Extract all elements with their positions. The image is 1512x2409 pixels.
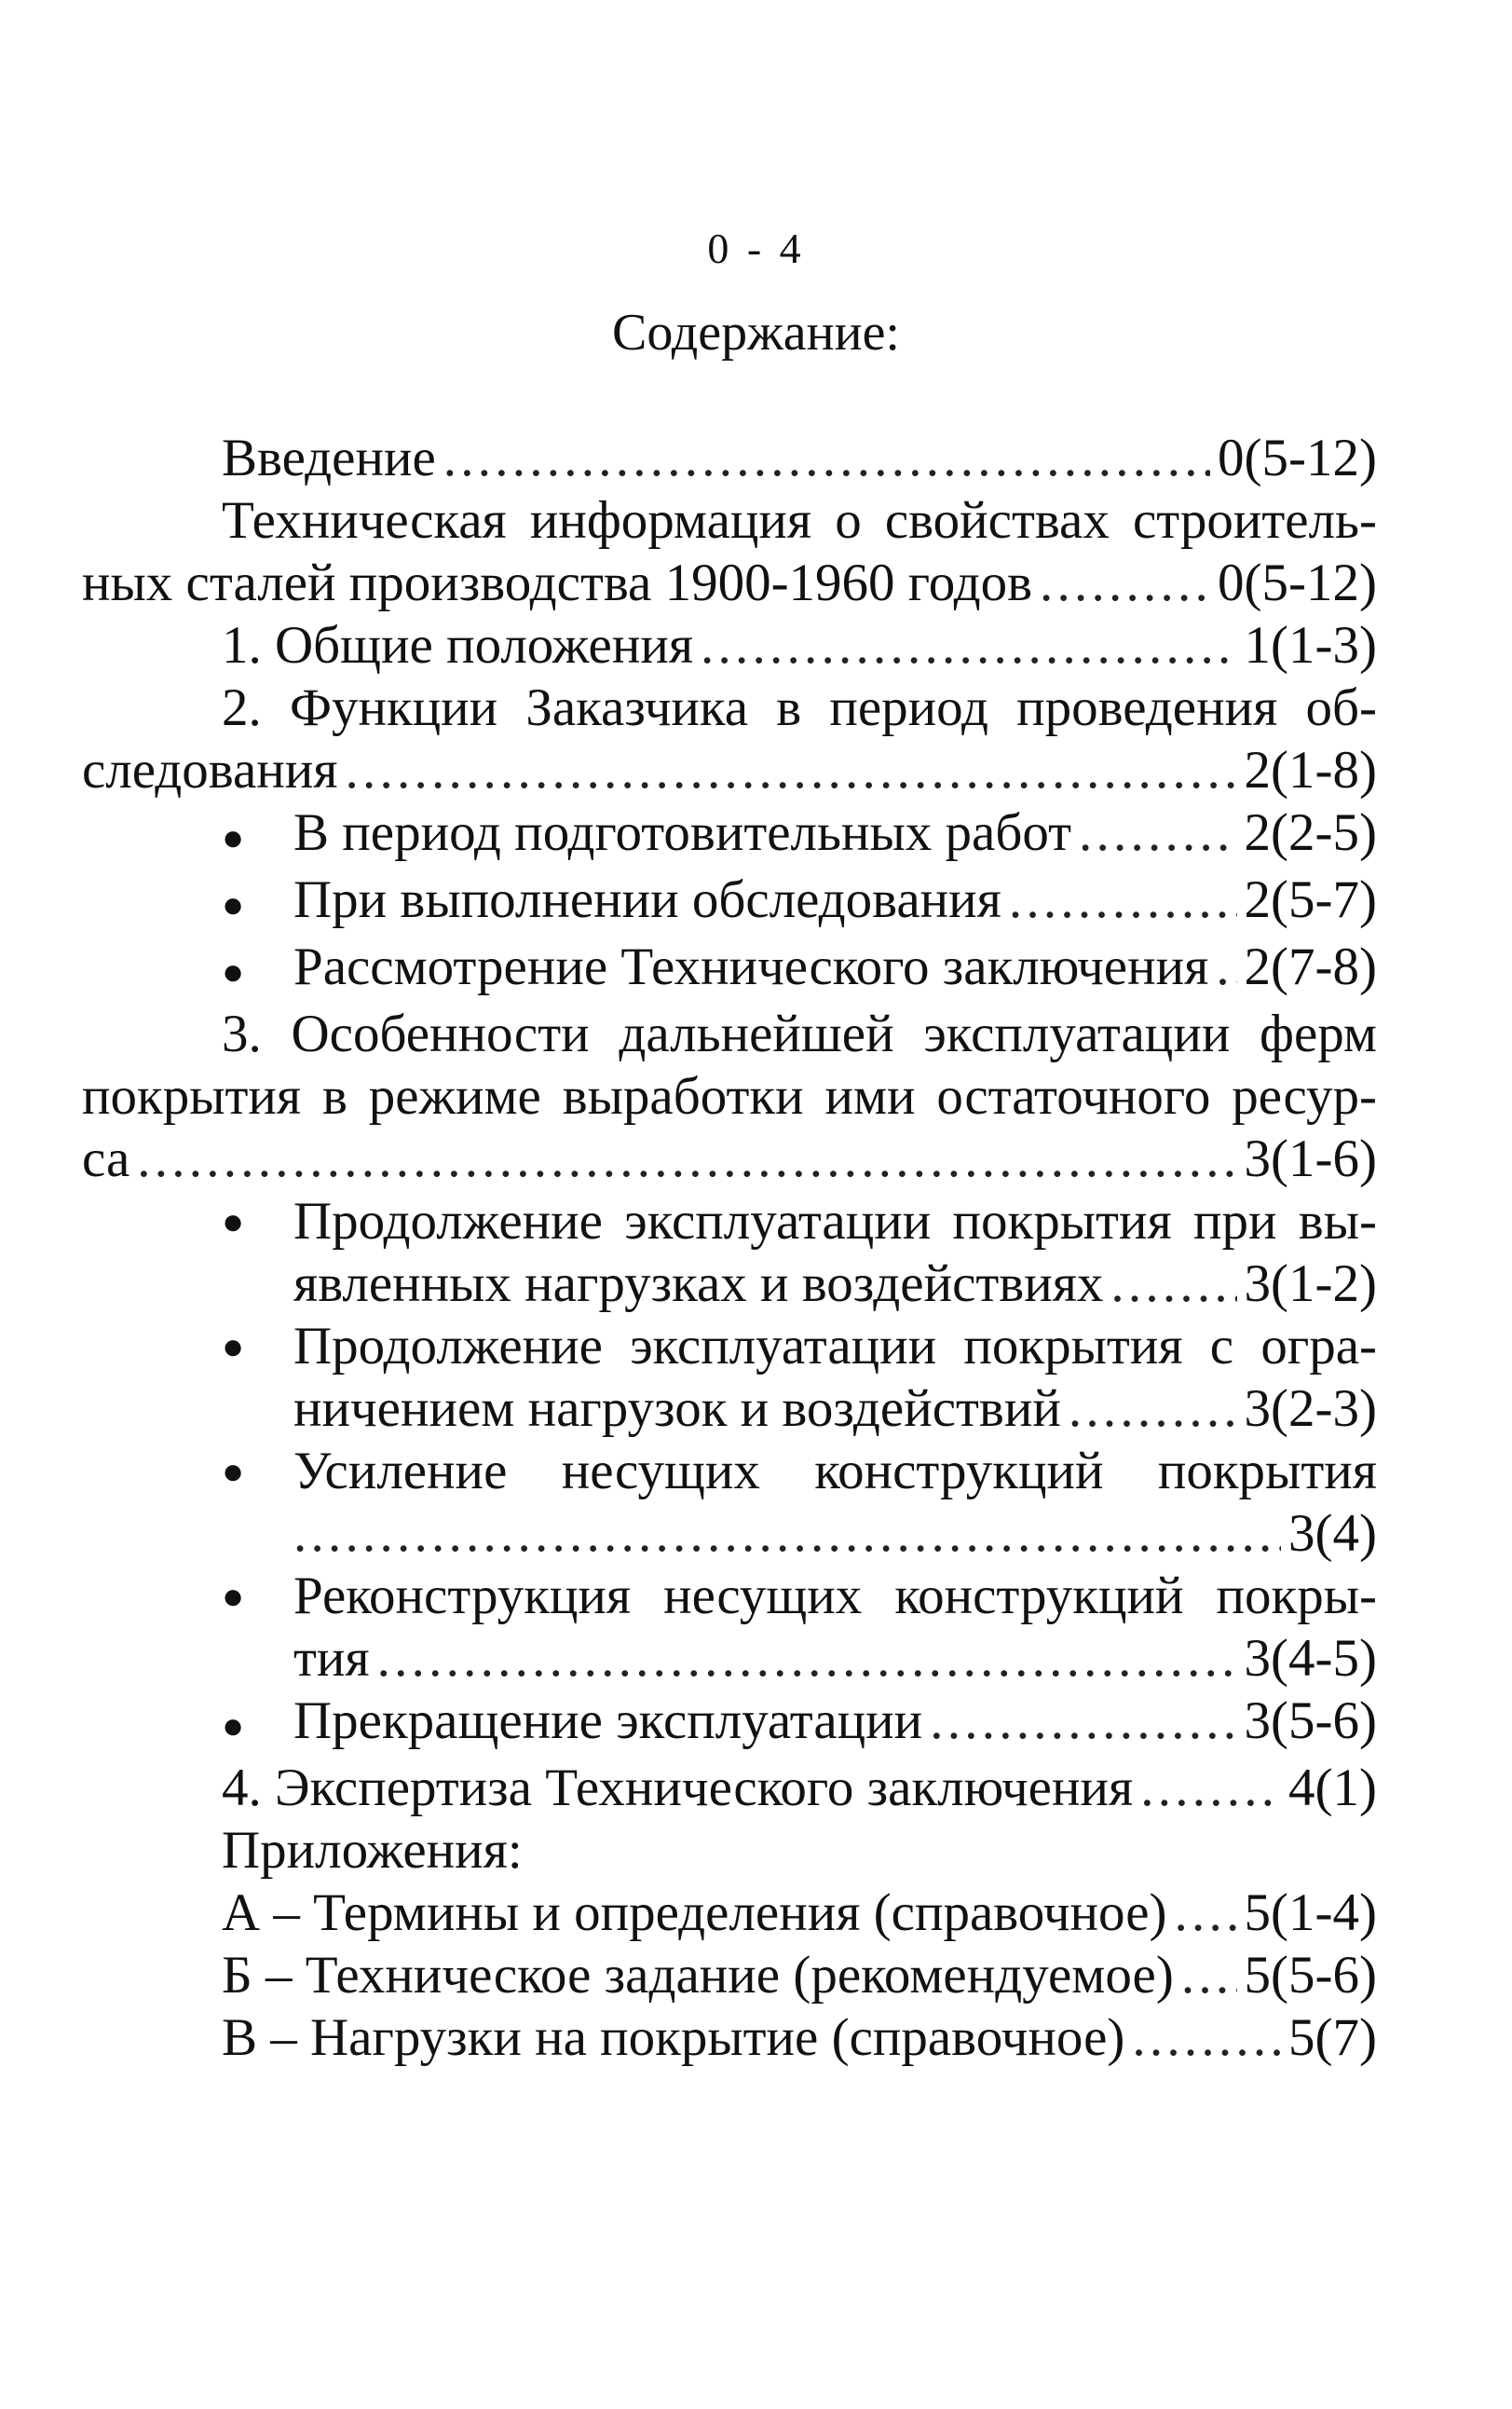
table-of-contents — [82, 427, 1377, 2069]
toc-entry-text: В период подготовительных работ — [293, 803, 1071, 862]
toc-entry-page: 0(5-12) — [1218, 554, 1377, 612]
toc-entry-page: 2(5-7) — [1244, 870, 1377, 929]
bullet-icon: ● — [222, 1450, 245, 1492]
dot-leader — [1110, 1252, 1236, 1315]
bullet-icon: ● — [222, 1200, 245, 1242]
toc-entry-text: Усиление несущих конструкций покрытия — [293, 1442, 1377, 1500]
toc-entry-page: 2(2-5) — [1244, 803, 1377, 862]
dot-leader — [293, 1502, 1281, 1565]
toc-entry-text: следования — [82, 741, 338, 800]
toc-entry-page: 5(1-4) — [1244, 1883, 1377, 1942]
toc-entry-text: 1. Общие положения — [222, 616, 694, 675]
toc-bullet-strengthening — [82, 1502, 1377, 1565]
toc-entry-page: 3(4) — [1288, 1504, 1377, 1563]
dot-leader — [701, 614, 1237, 677]
bullet-icon: ● — [222, 883, 245, 925]
toc-bullet-preparatory-works — [82, 801, 1377, 869]
toc-entry-appendix-a — [82, 1882, 1377, 1944]
dot-leader — [377, 1627, 1237, 1690]
dot-leader — [345, 739, 1236, 801]
toc-bullet-reconstruction — [82, 1627, 1377, 1690]
toc-entry-text: Продолжение эксплуатации покрытия с огра- — [293, 1317, 1377, 1376]
bullet-icon: ● — [222, 951, 245, 992]
toc-entry-section-3-line2: покрытия в режиме выработки ими остаточного ресур- — [82, 1067, 1377, 1126]
toc-bullet-limited-operation — [82, 1377, 1377, 1440]
toc-entry-text: В – Нагрузки на покрытие (справочное) — [222, 2008, 1125, 2067]
dot-leader — [1040, 552, 1210, 614]
toc-entry-page: 5(7) — [1288, 2008, 1377, 2067]
toc-entry-text: А – Термины и определения (справочное) — [222, 1883, 1167, 1942]
dot-leader — [1069, 1377, 1237, 1440]
dot-leader — [443, 427, 1210, 489]
toc-entry-section-2 — [82, 739, 1377, 801]
toc-entry-page: 0(5-12) — [1218, 429, 1377, 487]
dot-leader — [1140, 1757, 1281, 1819]
toc-entry-text: 4. Экспертиза Технического заключения — [222, 1759, 1134, 1817]
bullet-icon: ● — [222, 1325, 245, 1367]
toc-entry-text: явленных нагрузках и воздействиях — [293, 1254, 1104, 1313]
dot-leader — [1009, 869, 1237, 931]
toc-entry-text: ных сталей производства 1900-1960 годов — [82, 554, 1033, 612]
toc-entry-text: При выполнении обследования — [293, 870, 1001, 929]
toc-bullet-termination — [82, 1690, 1377, 1757]
toc-entry-intro — [82, 427, 1377, 489]
toc-entry-page: 2(7-8) — [1244, 938, 1377, 996]
dot-leader — [1079, 801, 1237, 864]
toc-entry-page: 5(5-6) — [1244, 1946, 1377, 2005]
dot-leader — [930, 1690, 1236, 1752]
toc-entry-text: Прекращение эксплуатации — [293, 1691, 923, 1750]
page-title: Содержание: — [612, 304, 900, 362]
toc-entry-page: 3(4-5) — [1244, 1629, 1377, 1688]
toc-entry-page: 4(1) — [1288, 1759, 1377, 1817]
toc-entry-text: тия — [293, 1629, 370, 1688]
toc-bullet-continue-operation — [82, 1252, 1377, 1315]
toc-entry-page: 2(1-8) — [1244, 741, 1377, 800]
toc-entry-tech-info — [82, 552, 1377, 614]
toc-entry-page: 3(1-2) — [1244, 1254, 1377, 1313]
toc-bullet-strengthening-line1 — [82, 1440, 1377, 1502]
toc-bullet-reconstruction-line1 — [82, 1565, 1377, 1627]
toc-bullet-report-review — [82, 936, 1377, 1003]
toc-entry-text: Б – Техническое задание (рекомендуемое) — [222, 1946, 1174, 2005]
toc-entry-section-2-line1: 2. Функции Заказчика в период проведения об- — [222, 678, 1377, 737]
toc-entry-text: Продолжение эксплуатации покрытия при вы- — [293, 1192, 1377, 1251]
dot-leader — [1132, 2006, 1281, 2069]
bullet-icon: ● — [222, 1704, 245, 1746]
appendices-label: Приложения: — [222, 1821, 523, 1880]
toc-entry-text: Реконструкция несущих конструкций покры- — [293, 1567, 1377, 1625]
toc-entry-section-3 — [82, 1128, 1377, 1190]
toc-entry-section-1 — [82, 614, 1377, 677]
toc-entry-text: са — [82, 1129, 130, 1188]
toc-bullet-limited-operation-line1 — [82, 1315, 1377, 1377]
dot-leader — [1174, 1882, 1236, 1944]
dot-leader — [1216, 936, 1236, 998]
toc-entry-appendix-b — [82, 1944, 1377, 2006]
bullet-icon: ● — [222, 1575, 245, 1617]
toc-entry-tech-info-line1: Техническая информация о свойствах строитель- — [222, 491, 1377, 550]
toc-entry-page: 1(1-3) — [1244, 616, 1377, 675]
toc-entry-text: Введение — [222, 429, 436, 487]
toc-entry-page: 3(2-3) — [1244, 1379, 1377, 1438]
toc-entry-page: 3(1-6) — [1244, 1129, 1377, 1188]
bullet-icon: ● — [222, 816, 245, 858]
toc-entry-text: Рассмотрение Технического заключения — [293, 938, 1209, 996]
toc-entry-section-4 — [82, 1757, 1377, 1819]
dot-leader — [1181, 1944, 1237, 2006]
dot-leader — [137, 1128, 1236, 1190]
toc-entry-page: 3(5-6) — [1244, 1691, 1377, 1750]
toc-entry-section-3-line1: 3. Особенности дальнейшей эксплуатации ферм — [222, 1005, 1377, 1063]
toc-entry-text: ничением нагрузок и воздействий — [293, 1379, 1061, 1438]
toc-entry-appendix-c — [82, 2006, 1377, 2069]
page-number: 0 - 4 — [707, 225, 805, 272]
toc-bullet-continue-operation-line1 — [82, 1190, 1377, 1252]
toc-bullet-survey-execution — [82, 869, 1377, 936]
